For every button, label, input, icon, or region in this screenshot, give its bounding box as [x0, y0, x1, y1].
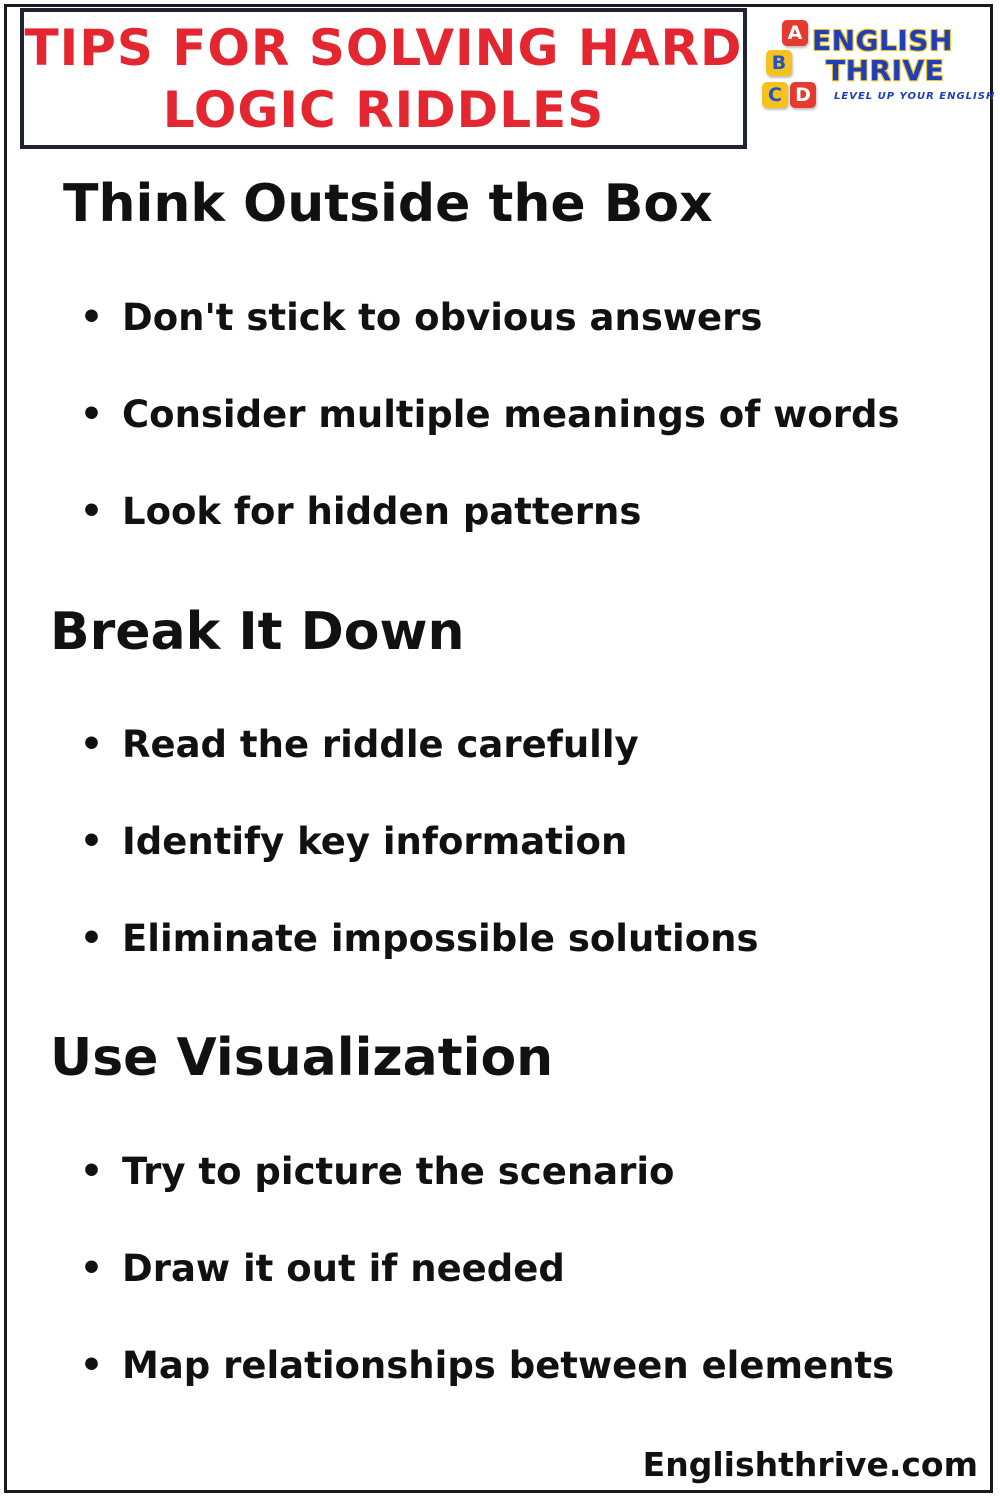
list-item [80, 1146, 894, 1243]
footer-website: Englishthrive.com [642, 1445, 978, 1484]
logo-block-c: C [762, 82, 788, 108]
logo-block-a: A [782, 20, 808, 46]
bullet-icon: • [80, 724, 104, 765]
bullet-icon: • [80, 394, 104, 435]
list-item-text: Try to picture the scenario [122, 1150, 675, 1193]
page-title [25, 17, 743, 141]
section-heading-think-outside: Think Outside the Box [63, 174, 713, 234]
bullet-icon: • [80, 821, 104, 862]
list-item [80, 816, 758, 913]
list-item-text: Look for hidden patterns [122, 490, 642, 533]
list-item [80, 389, 900, 486]
list-item [80, 913, 758, 1010]
list-item-text: Draw it out if needed [122, 1247, 565, 1290]
bullet-icon: • [80, 491, 104, 532]
list-item-text: Consider multiple meanings of words [122, 393, 900, 436]
bullet-icon: • [80, 297, 104, 338]
bullet-icon: • [80, 1248, 104, 1289]
title-line-2: LOGIC RIDDLES [162, 80, 605, 139]
logo-word-thrive: THRIVE [826, 54, 945, 87]
logo-block-d: D [790, 82, 816, 108]
list-item-text: Map relationships between elements [122, 1344, 895, 1387]
bullet-icon: • [80, 918, 104, 959]
list-item [80, 719, 758, 816]
title-box [20, 8, 747, 149]
list-item [80, 486, 900, 583]
logo-block-b: B [766, 50, 792, 76]
logo-word-english: ENGLISH [812, 24, 953, 57]
list-item-text: Read the riddle carefully [122, 723, 639, 766]
tips-list-think-outside [80, 292, 900, 583]
logo-tagline: LEVEL UP YOUR ENGLISH [834, 91, 996, 102]
list-item-text: Don't stick to obvious answers [122, 296, 763, 339]
title-line-1: TIPS FOR SOLVING HARD [24, 18, 743, 77]
list-item-text: Identify key information [122, 820, 628, 863]
english-thrive-logo [760, 18, 996, 118]
section-heading-break-it-down: Break It Down [50, 602, 465, 662]
list-item [80, 1243, 894, 1340]
section-heading-use-visualization: Use Visualization [50, 1028, 554, 1088]
list-item-text: Eliminate impossible solutions [122, 917, 759, 960]
list-item [80, 1340, 894, 1437]
list-item [80, 292, 900, 389]
bullet-icon: • [80, 1151, 104, 1192]
bullet-icon: • [80, 1345, 104, 1386]
tips-list-break-it-down [80, 719, 758, 1010]
tips-list-use-visualization [80, 1146, 894, 1437]
